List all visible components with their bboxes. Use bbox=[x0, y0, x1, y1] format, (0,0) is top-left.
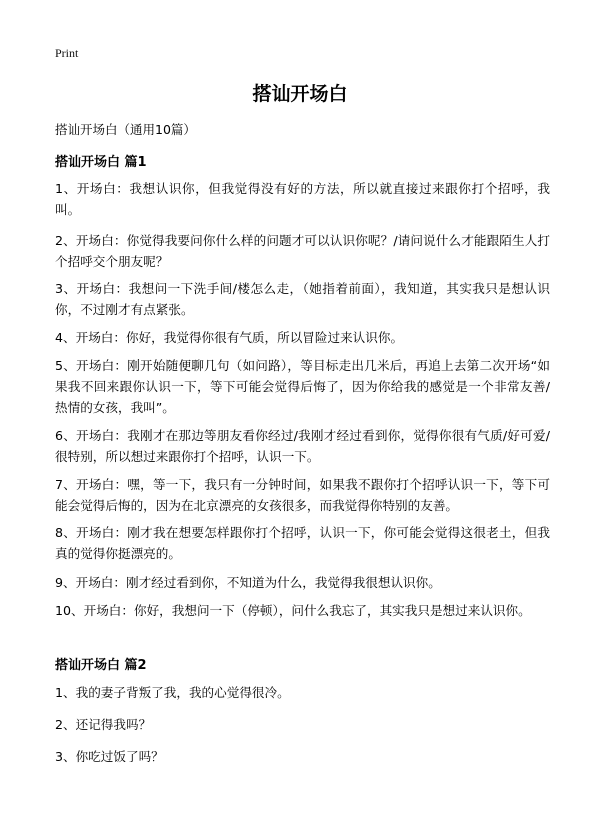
paragraph: 5、开场白：刚开始随便聊几句（如问路），等目标走出几米后，再追上去第二次开场“如果我不回来跟你认识一下，等下可能会觉得后悔了，因为你给我的感觉是一个非常友善/热情的女孩，我叫”。 bbox=[55, 358, 550, 415]
document-title: 搭讪开场白 bbox=[252, 83, 348, 105]
section-heading-1: 搭讪开场白 篇1 bbox=[55, 155, 147, 170]
paragraph: 3、开场白：我想问一下洗手间/楼怎么走，（她指着前面），我知道，其实我只是想认识你，不过刚才有点紧张。 bbox=[55, 281, 550, 317]
paragraph: 2、开场白：你觉得我要问你什么样的问题才可以认识你呢？/请问说什么才能跟陌生人打个招呼交个朋友呢？ bbox=[55, 233, 550, 269]
paragraph: 6、开场白：我刚才在那边等朋友看你经过/我刚才经过看到你，觉得你很有气质/好可爱/很特别，所以想过来跟你打个招呼，认识一下。 bbox=[55, 428, 550, 464]
paragraph: 7、开场白：嘿，等一下，我只有一分钟时间，如果我不跟你打个招呼认识一下，等下可能会觉得后悔的，因为在北京漂亮的女孩很多，而我觉得你特别的友善。 bbox=[55, 477, 550, 513]
paragraph: 4、开场白：你好，我觉得你很有气质，所以冒险过来认识你。 bbox=[55, 330, 404, 345]
section-heading-2: 搭讪开场白 篇2 bbox=[55, 658, 147, 673]
paragraph: 1、我的妻子背叛了我，我的心觉得很冷。 bbox=[55, 685, 290, 700]
paragraph: 2、还记得我吗？ bbox=[55, 717, 152, 732]
paragraph: 1、开场白：我想认识你，但我觉得没有好的方法，所以就直接过来跟你打个招呼，我叫。 bbox=[55, 181, 550, 217]
paragraph: 9、开场白：刚才经过看到你，不知道为什么，我觉得我很想认识你。 bbox=[55, 575, 441, 590]
paragraph: 8、开场白：刚才我在想要怎样跟你打个招呼，认识一下，你可能会觉得这很老土，但我真的觉得你挺漂亮的。 bbox=[55, 525, 550, 561]
paragraph: 10、开场白：你好，我想问一下（停顿），问什么我忘了，其实我只是想过来认识你。 bbox=[55, 603, 531, 618]
document-subtitle: 搭讪开场白（通用10篇） bbox=[55, 122, 196, 137]
print-link[interactable]: Print bbox=[55, 46, 79, 60]
paragraph: 3、你吃过饭了吗？ bbox=[55, 749, 164, 764]
